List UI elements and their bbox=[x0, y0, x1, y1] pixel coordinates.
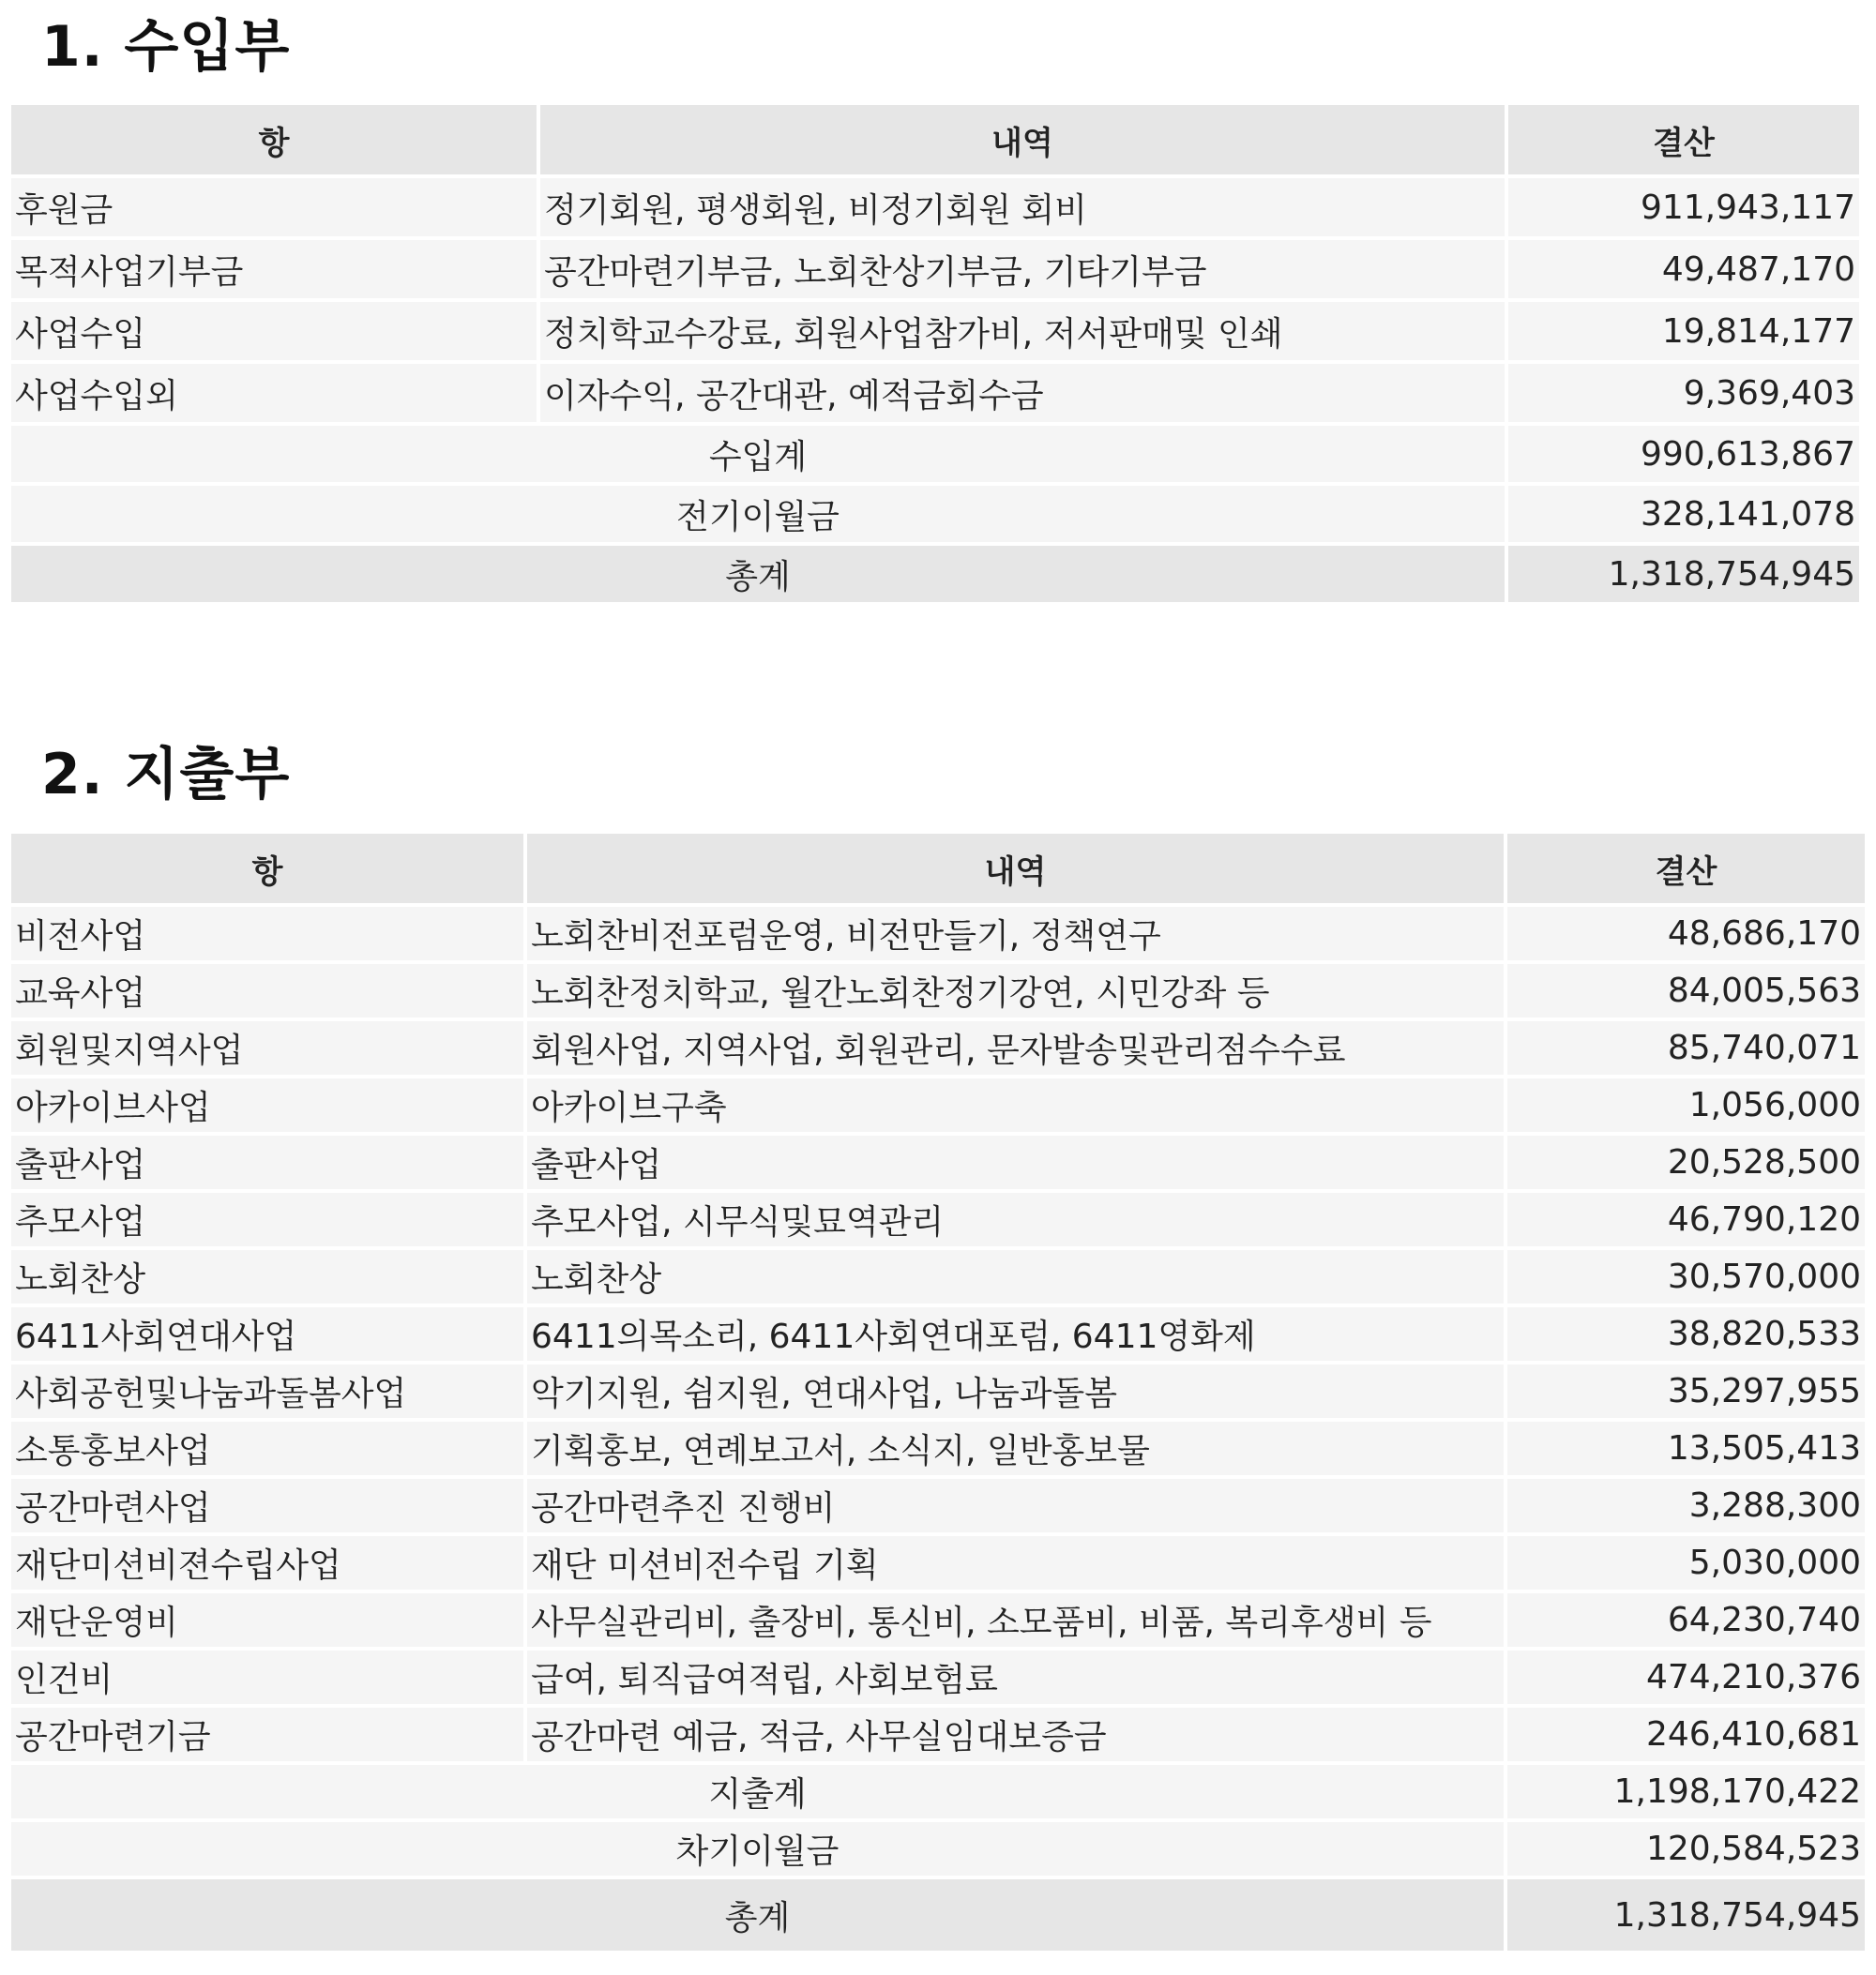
expense-subtotal-amount: 1,198,170,422 bbox=[1507, 1765, 1865, 1822]
row-amount: 474,210,376 bbox=[1507, 1651, 1865, 1708]
table-row bbox=[11, 1708, 1865, 1765]
row-detail: 6411의목소리, 6411사회연대포럼, 6411영화제 bbox=[527, 1307, 1507, 1364]
income-header-item: 항 bbox=[11, 105, 540, 178]
income-carryover-label: 전기이월금 bbox=[11, 486, 1508, 546]
row-amount: 13,505,413 bbox=[1507, 1422, 1865, 1479]
row-amount: 46,790,120 bbox=[1507, 1193, 1865, 1250]
table-row bbox=[11, 178, 1859, 240]
expense-section-title: 2. 지출부 bbox=[41, 742, 291, 807]
row-item: 재단운영비 bbox=[11, 1593, 527, 1651]
row-detail: 정치학교수강료, 회원사업참가비, 저서판매및 인쇄 bbox=[540, 302, 1508, 364]
row-item: 사업수입 bbox=[11, 302, 540, 364]
table-row bbox=[11, 1021, 1865, 1078]
expense-carryover-amount: 120,584,523 bbox=[1507, 1822, 1865, 1879]
row-item: 출판사업 bbox=[11, 1136, 527, 1193]
row-detail: 공간마련추진 진행비 bbox=[527, 1479, 1507, 1536]
row-detail: 노회찬비전포럼운영, 비전만들기, 정책연구 bbox=[527, 907, 1507, 964]
row-amount: 20,528,500 bbox=[1507, 1136, 1865, 1193]
row-item: 회원및지역사업 bbox=[11, 1021, 527, 1078]
expense-header-amount: 결산 bbox=[1507, 834, 1865, 907]
row-amount: 35,297,955 bbox=[1507, 1364, 1865, 1422]
row-item: 사회공헌및나눔과돌봄사업 bbox=[11, 1364, 527, 1422]
table-row bbox=[11, 240, 1859, 302]
income-total-amount: 1,318,754,945 bbox=[1508, 546, 1859, 606]
row-amount: 19,814,177 bbox=[1508, 302, 1859, 364]
row-detail: 추모사업, 시무식및묘역관리 bbox=[527, 1193, 1507, 1250]
income-carryover-amount: 328,141,078 bbox=[1508, 486, 1859, 546]
row-amount: 9,369,403 bbox=[1508, 364, 1859, 426]
expense-total-row bbox=[11, 1879, 1865, 1954]
row-amount: 1,056,000 bbox=[1507, 1078, 1865, 1136]
table-row bbox=[11, 364, 1859, 426]
row-item: 6411사회연대사업 bbox=[11, 1307, 527, 1364]
table-row bbox=[11, 1479, 1865, 1536]
income-header-row bbox=[11, 105, 1859, 178]
row-item: 공간마련사업 bbox=[11, 1479, 527, 1536]
row-detail: 노회찬정치학교, 월간노회찬정기강연, 시민강좌 등 bbox=[527, 964, 1507, 1021]
table-row bbox=[11, 1136, 1865, 1193]
expense-carryover-label: 차기이월금 bbox=[11, 1822, 1507, 1879]
income-total-row bbox=[11, 546, 1859, 606]
row-amount: 84,005,563 bbox=[1507, 964, 1865, 1021]
row-detail: 사무실관리비, 출장비, 통신비, 소모품비, 비품, 복리후생비 등 bbox=[527, 1593, 1507, 1651]
table-row bbox=[11, 302, 1859, 364]
row-amount: 64,230,740 bbox=[1507, 1593, 1865, 1651]
row-item: 노회찬상 bbox=[11, 1250, 527, 1307]
row-detail: 급여, 퇴직급여적립, 사회보험료 bbox=[527, 1651, 1507, 1708]
row-detail: 정기회원, 평생회원, 비정기회원 회비 bbox=[540, 178, 1508, 240]
row-detail: 아카이브구축 bbox=[527, 1078, 1507, 1136]
table-row bbox=[11, 1307, 1865, 1364]
row-detail: 공간마련기부금, 노회찬상기부금, 기타기부금 bbox=[540, 240, 1508, 302]
row-item: 추모사업 bbox=[11, 1193, 527, 1250]
row-amount: 48,686,170 bbox=[1507, 907, 1865, 964]
expense-header-detail: 내역 bbox=[527, 834, 1507, 907]
row-amount: 911,943,117 bbox=[1508, 178, 1859, 240]
row-amount: 38,820,533 bbox=[1507, 1307, 1865, 1364]
expense-carryover-row bbox=[11, 1822, 1865, 1879]
income-total-label: 총계 bbox=[11, 546, 1508, 606]
row-item: 후원금 bbox=[11, 178, 540, 240]
expense-header-row bbox=[11, 834, 1865, 907]
row-item: 사업수입외 bbox=[11, 364, 540, 426]
row-detail: 노회찬상 bbox=[527, 1250, 1507, 1307]
row-amount: 49,487,170 bbox=[1508, 240, 1859, 302]
table-row bbox=[11, 1364, 1865, 1422]
income-header-detail: 내역 bbox=[540, 105, 1508, 178]
row-amount: 30,570,000 bbox=[1507, 1250, 1865, 1307]
row-item: 공간마련기금 bbox=[11, 1708, 527, 1765]
table-row bbox=[11, 1536, 1865, 1593]
row-item: 재단미션비젼수립사업 bbox=[11, 1536, 527, 1593]
row-item: 소통홍보사업 bbox=[11, 1422, 527, 1479]
row-detail: 회원사업, 지역사업, 회원관리, 문자발송및관리점수수료 bbox=[527, 1021, 1507, 1078]
expense-subtotal-label: 지출계 bbox=[11, 1765, 1507, 1822]
row-detail: 이자수익, 공간대관, 예적금회수금 bbox=[540, 364, 1508, 426]
row-detail: 공간마련 예금, 적금, 사무실임대보증금 bbox=[527, 1708, 1507, 1765]
income-table bbox=[11, 105, 1859, 606]
expense-total-amount: 1,318,754,945 bbox=[1507, 1879, 1865, 1954]
table-row bbox=[11, 1651, 1865, 1708]
row-amount: 246,410,681 bbox=[1507, 1708, 1865, 1765]
row-item: 목적사업기부금 bbox=[11, 240, 540, 302]
income-section-title: 1. 수입부 bbox=[41, 14, 291, 80]
row-item: 비전사업 bbox=[11, 907, 527, 964]
row-amount: 5,030,000 bbox=[1507, 1536, 1865, 1593]
expense-table bbox=[11, 834, 1865, 1954]
row-item: 교육사업 bbox=[11, 964, 527, 1021]
table-row bbox=[11, 964, 1865, 1021]
income-carryover-row bbox=[11, 486, 1859, 546]
income-subtotal-row bbox=[11, 426, 1859, 486]
row-amount: 85,740,071 bbox=[1507, 1021, 1865, 1078]
table-row bbox=[11, 1250, 1865, 1307]
table-row bbox=[11, 1422, 1865, 1479]
income-subtotal-amount: 990,613,867 bbox=[1508, 426, 1859, 486]
expense-total-label: 총계 bbox=[11, 1879, 1507, 1954]
row-item: 아카이브사업 bbox=[11, 1078, 527, 1136]
expense-header-item: 항 bbox=[11, 834, 527, 907]
table-row bbox=[11, 907, 1865, 964]
row-detail: 기획홍보, 연례보고서, 소식지, 일반홍보물 bbox=[527, 1422, 1507, 1479]
table-row bbox=[11, 1593, 1865, 1651]
income-header-amount: 결산 bbox=[1508, 105, 1859, 178]
row-detail: 악기지원, 쉼지원, 연대사업, 나눔과돌봄 bbox=[527, 1364, 1507, 1422]
row-detail: 재단 미션비전수립 기획 bbox=[527, 1536, 1507, 1593]
expense-subtotal-row bbox=[11, 1765, 1865, 1822]
income-subtotal-label: 수입계 bbox=[11, 426, 1508, 486]
row-amount: 3,288,300 bbox=[1507, 1479, 1865, 1536]
table-row bbox=[11, 1193, 1865, 1250]
table-row bbox=[11, 1078, 1865, 1136]
row-detail: 출판사업 bbox=[527, 1136, 1507, 1193]
row-item: 인건비 bbox=[11, 1651, 527, 1708]
